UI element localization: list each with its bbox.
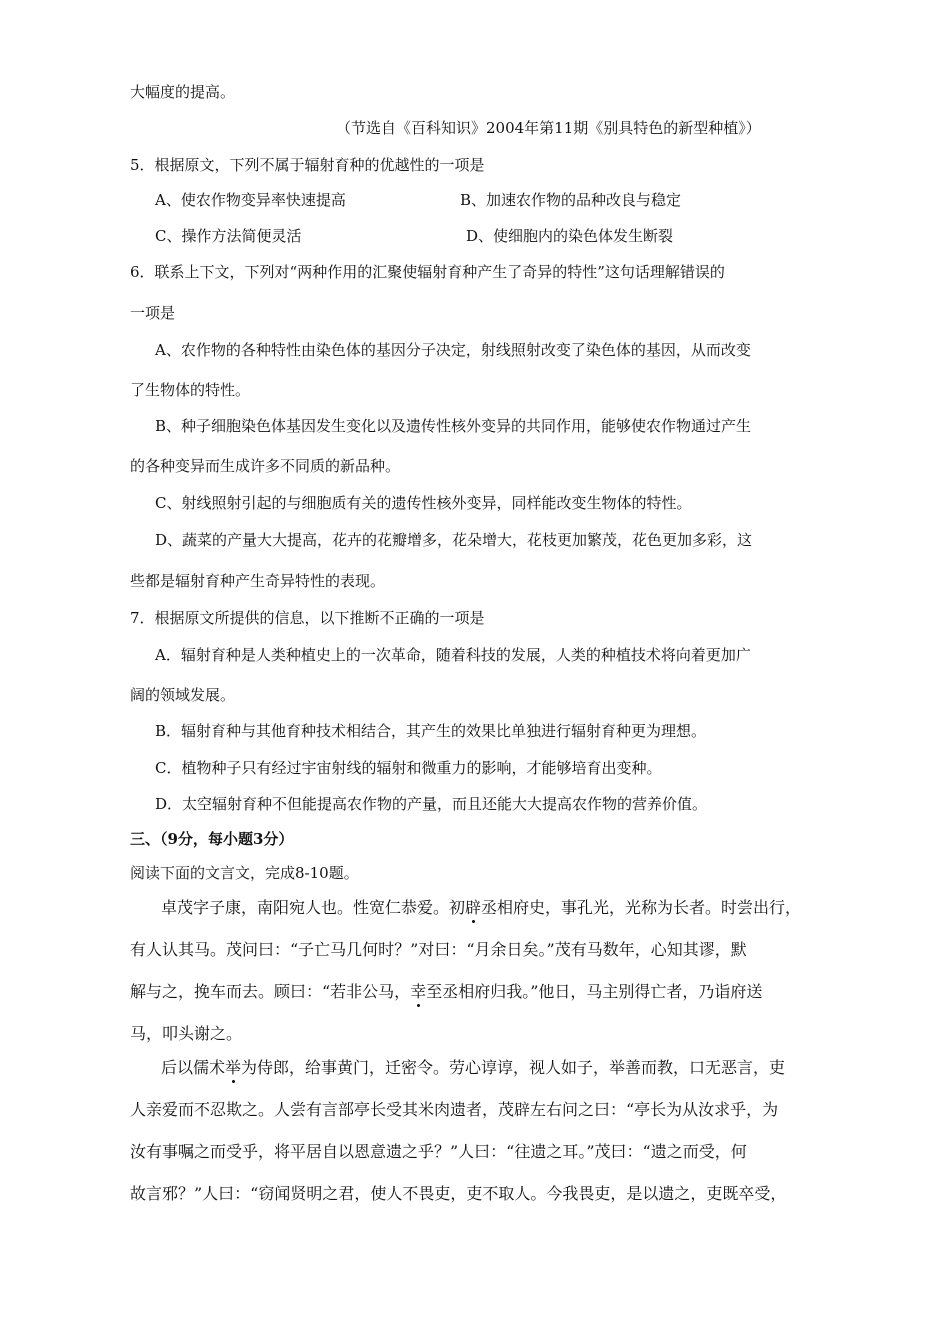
q7-option-a-line1: A．辐射育种是人类种植史上的一次革命，随着科技的发展，人类的种植技术将向着更加广 [155, 646, 751, 664]
q6-option-d-line1: D、蔬菜的产量大大提高，花卉的花瓣增多，花朵增大，花枝更加繁茂，花色更加多彩，这 [155, 531, 753, 549]
passage-tail: 大幅度的提高。 [130, 83, 236, 101]
classical-text: 至丞相府归我。”他日，马主别得亡者，乃诣府送 [426, 982, 763, 1001]
classical-text: 为侍郎，给事黄门，迁密令。劳心谆谆，视人如子，举善而教，口无恶言，吏 [241, 1058, 786, 1077]
q5-option-c: C、操作方法简便灵活 [155, 227, 302, 245]
q7-option-a-line2: 阔的领域发展。 [130, 686, 236, 704]
source-note: （节选自《百科知识》2004年第11期《别具特色的新型种植》） [336, 119, 761, 137]
q7-option-c: C．植物种子只有经过宇宙射线的辐射和微重力的影响，才能够培育出变种。 [155, 759, 662, 777]
classical-p1-line2: 有人认其马。茂问曰：“子亡马几何时？”对曰：“月余日矣。”茂有马数年，心知其谬，默 [130, 940, 747, 959]
q6-option-d-line2: 些都是辐射育种产生奇异特性的表现。 [130, 572, 386, 590]
q6-option-c: C、射线照射引起的与细胞质有关的遗传性核外变异，同样能改变生物体的特性。 [155, 494, 692, 512]
classical-p1-line1 [161, 898, 801, 918]
q6-option-a-line2: 了生物体的特性。 [130, 381, 251, 399]
classical-p2-line3: 汝有事嘱之而受乎，将平居自以恩意遗之乎？”人曰：“往遗之耳。”茂曰：“遗之而受，何 [130, 1142, 747, 1161]
q5-option-b: B、加速农作物的品种改良与稳定 [460, 191, 682, 209]
classical-text: 卓茂字子康，南阳宛人也。性宽仁恭爱。初 [161, 898, 466, 917]
q6-stem-line1: 6．联系上下文，下列对“两种作用的汇聚使辐射育种产生了奇异的特性”这句话理解错误的 [130, 263, 725, 281]
q6-option-b-line2: 的各种变异而生成许多不同质的新品种。 [130, 457, 401, 475]
classical-p2-line1 [161, 1058, 785, 1078]
emphasized-char: 辟 [465, 898, 482, 917]
emphasized-char: 幸 [410, 982, 427, 1001]
q6-stem-line2: 一项是 [130, 304, 176, 322]
q7-option-b: B．辐射育种与其他育种技术相结合，其产生的效果比单独进行辐射育种更为理想。 [155, 722, 707, 740]
classical-p2-line2: 人亲爱而不忍欺之。人尝有言部亭长受其米肉遗者，茂辟左右问之曰：“亭长为从汝求乎，为 [130, 1100, 779, 1119]
classical-p1-line3 [130, 982, 762, 1002]
q6-option-b-line1: B、种子细胞染色体基因发生变化以及遗传性核外变异的共同作用，能够使农作物通过产生 [155, 417, 752, 435]
emphasized-char: 举 [225, 1058, 242, 1077]
q6-option-a-line1: A、农作物的各种特性由染色体的基因分子决定，射线照射改变了染色体的基因，从而改变 [155, 341, 751, 359]
q5-stem: 5．根据原文，下列不属于辐射育种的优越性的一项是 [130, 156, 485, 174]
q5-option-d: D、使细胞内的染色体发生断裂 [466, 227, 674, 245]
q5-option-a: A、使农作物变异率快速提高 [155, 191, 346, 209]
classical-text: 解与之，挽车而去。顾曰：“若非公马， [130, 982, 411, 1001]
classical-text: 后以儒术 [161, 1058, 226, 1077]
section3-instruction: 阅读下面的文言文，完成8-10题。 [130, 864, 359, 882]
classical-p1-line4: 马，叩头谢之。 [130, 1024, 243, 1043]
section3-heading: 三、（9分，每小题3分） [130, 830, 294, 848]
classical-text: 丞相府史，事孔光，光称为长者。时尝出行， [481, 898, 802, 917]
q7-stem: 7．根据原文所提供的信息，以下推断不正确的一项是 [130, 609, 485, 627]
classical-p2-line4: 故言邪？”人曰：“窃闻贤明之君，使人不畏吏，吏不取人。今我畏吏，是以遗之，吏既卒受， [130, 1184, 787, 1203]
q7-option-d: D．太空辐射育种不但能提高农作物的产量，而且还能大大提高农作物的营养价值。 [155, 795, 708, 813]
